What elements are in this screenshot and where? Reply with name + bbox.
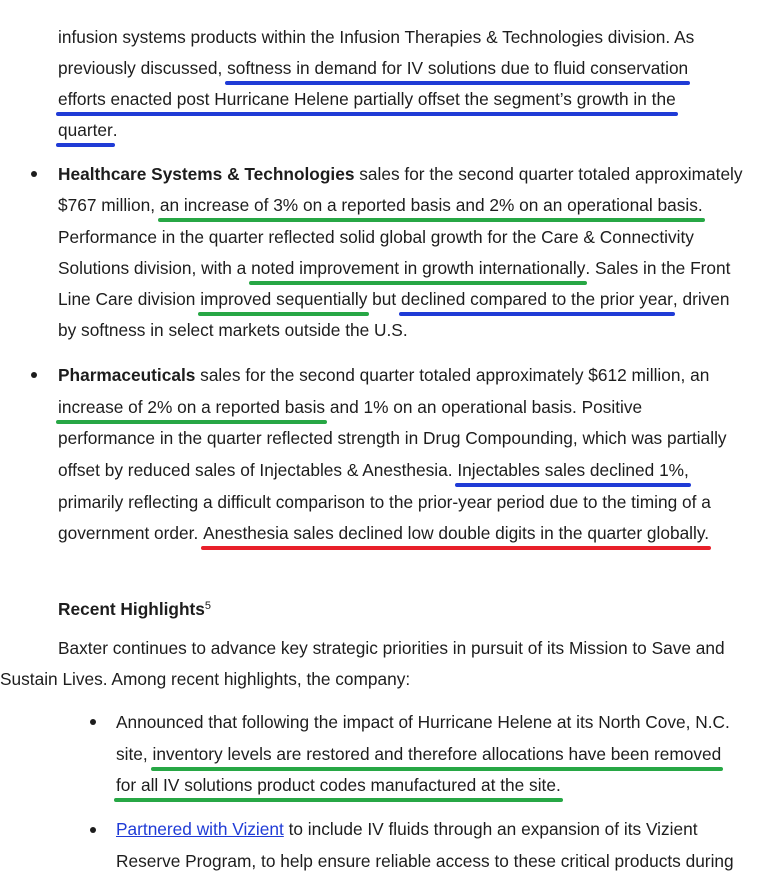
bullet-dot: [31, 171, 37, 177]
vizient-link[interactable]: Partnered with Vizient: [116, 819, 284, 839]
footnote-marker: 5: [204, 600, 212, 612]
hst-title: Healthcare Systems & Technologies: [58, 164, 355, 184]
p1-line-3: [58, 88, 676, 110]
pharma-line-1: Pharmaceuticals sales for the second quarter totaled approximately $612 million, an: [58, 365, 710, 385]
hst-line-5: Line Care division improved sequentially but declined compared to the prior year, driven: [58, 289, 730, 309]
bullet-dot: [90, 827, 96, 833]
hst-line-2: $767 million, an increase of 3% on a reported basis and 2% on an operational basis.: [58, 195, 703, 215]
hst-line-1: Healthcare Systems & Technologies sales for the second quarter totaled approximately: [58, 164, 743, 184]
item1-line-1: Announced that following the impact of Hurricane Helene at its North Cove, N.C.: [116, 712, 730, 732]
p1-line-1: infusion systems products within the Infusion Therapies & Technologies division. As: [58, 27, 695, 47]
intro-line-1: Baxter continues to advance key strategic priorities in pursuit of its Mission to Save and: [58, 638, 725, 658]
highlight-red: Anesthesia sales declined low double digits in the quarter globally.: [203, 523, 710, 543]
highlight-green: increase of 2% on a reported basis: [58, 397, 326, 417]
pharma-line-5: primarily reflecting a difficult comparison to the prior-year period due to the timing of a: [58, 492, 711, 512]
highlight-green: improved sequentially: [200, 289, 368, 309]
section-heading: Recent Highlights$^5$: [58, 599, 212, 619]
item2-line-2: Reserve Program, to help ensure reliable access to these critical products during: [116, 851, 734, 871]
intro-line-2: Sustain Lives. Among recent highlights, the company:: [0, 669, 411, 689]
highlight-green: an increase of 3% on a reported basis and 2% on an operational basis.: [159, 195, 703, 215]
highlight-blue: declined compared to the prior year: [401, 289, 673, 309]
bullet-dot: [31, 372, 37, 378]
pharma-line-4: offset by reduced sales of Injectables & Anesthesia. Injectables sales declined 1%,: [58, 460, 689, 480]
p1-line-2: previously discussed, softness in demand for IV solutions due to fluid conservation: [58, 58, 689, 78]
pharma-line-2: increase of 2% on a reported basis and 1% on an operational basis. Positive: [58, 397, 643, 417]
highlight-blue: quarter: [58, 120, 113, 140]
highlight-blue: Injectables sales declined 1%,: [457, 460, 689, 480]
highlight-blue: softness in demand for IV solutions due to fluid conservation: [227, 58, 689, 78]
item1-line-3: [116, 774, 561, 796]
pharma-line-6: government order. Anesthesia sales declined low double digits in the quarter globally.: [58, 523, 710, 543]
highlight-green: for all IV solutions product codes manufactured at the site.: [116, 775, 561, 795]
bullet-dot: [90, 719, 96, 725]
hst-line-3: Performance in the quarter reflected solid global growth for the Care & Connectivity: [58, 227, 694, 247]
pharma-line-3: performance in the quarter reflected strength in Drug Compounding, which was partially: [58, 428, 727, 448]
item1-line-2: site, inventory levels are restored and therefore allocations have been removed: [116, 744, 722, 764]
item2-line-1: Partnered with Vizient to include IV fluids through an expansion of its Vizient: [116, 819, 698, 839]
highlight-blue: efforts enacted post Hurricane Helene partially offset the segment’s growth in the: [58, 89, 676, 109]
highlight-green: noted improvement in growth internationally: [251, 258, 586, 278]
p1-line-4: quarter.: [58, 120, 118, 140]
pharma-title: Pharmaceuticals: [58, 365, 196, 385]
hst-line-6: by softness in select markets outside the U.S.: [58, 320, 408, 340]
highlight-green: inventory levels are restored and therefore allocations have been removed: [152, 744, 722, 764]
hst-line-4: Solutions division, with a noted improvement in growth internationally. Sales in the Front: [58, 258, 731, 278]
